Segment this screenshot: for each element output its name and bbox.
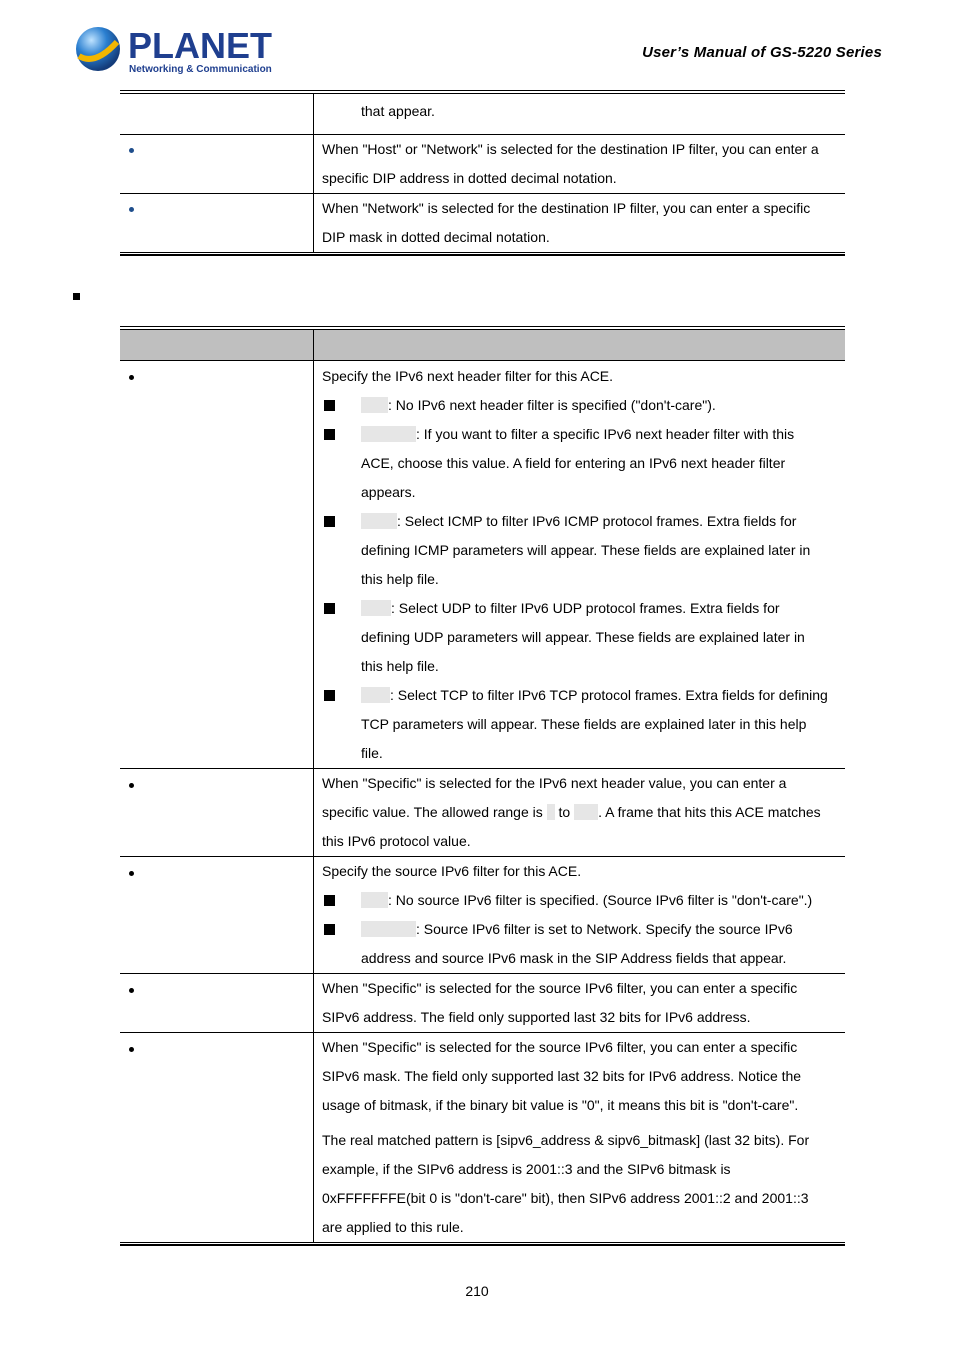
desc-cell: that appear. — [314, 94, 846, 135]
page-number: 210 — [465, 1283, 489, 1299]
square-bullet-icon — [324, 603, 335, 614]
manual-title: User’s Manual of GS-5220 Series — [642, 44, 882, 61]
square-bullet-icon — [324, 400, 335, 411]
bullet-icon — [129, 207, 134, 212]
bullet-icon — [129, 1047, 134, 1052]
value-chip — [574, 804, 598, 820]
bullet-icon — [129, 988, 134, 993]
svg-text:PLANET: PLANET — [128, 25, 272, 66]
sip-filter-desc: Specify the source IPv6 filter for this ACE. : No source IPv6 filter is specified. (Source IPv6 filter is "don't-care".) : Source IPv6 filter is set to Network. Specify the source IPv6 address and source IPv6 mask in the SIP Address fields that appear. — [314, 857, 846, 974]
dip-address-param — [120, 135, 314, 194]
square-bullet-icon — [324, 895, 335, 906]
bullet-icon — [129, 783, 134, 788]
bullet-icon — [129, 375, 134, 380]
sip-bitmask-param — [120, 1033, 314, 1243]
next-header-desc: Specify the IPv6 next header filter for this ACE. : No IPv6 next header filter is specified ("don't-care"). : If you want to filter a specific IPv6 next header filter with this ACE, choose this value. A field for entering an IPv6 next header filter appears. : Select ICMP to filter IPv6 ICMP protocol frames. Extra fields for defining ICMP parameters will appear. These fields are explained later in this help file. : Select UDP to filter IPv6 UDP protocol frames. Extra fields for defining UDP parameters will appear. These fields are explained later in this help file. : Select TCP to filter IPv6 TCP protocol frames. Extra fields for defining TCP parameters will appear. These fields are explained later in this help file. — [314, 361, 846, 769]
value-chip — [361, 426, 416, 442]
sip-filter-param — [120, 857, 314, 974]
square-bullet-icon — [324, 924, 335, 935]
planet-logo — [73, 22, 273, 78]
table-header-row — [120, 330, 845, 361]
dip-mask-desc: When "Network" is selected for the destination IP filter, you can enter a specific DIP mask in dotted decimal notation. — [322, 200, 811, 245]
square-bullet-icon — [324, 516, 335, 527]
dip-mask-param — [120, 194, 314, 253]
next-header-value-param — [120, 769, 314, 857]
value-chip — [361, 600, 391, 616]
value-chip — [361, 513, 397, 529]
value-chip — [361, 921, 416, 937]
sip-bitmask-desc: When "Specific" is selected for the source IPv6 filter, you can enter a specific SIPv6 mask. The field only supported last 32 bits for IPv6 address. Notice the usage of bitmask, if the binary bit value is "0", it means this bit is "don't-care". The real matched pattern is [sipv6_address & sipv6_bitmask] (last 32 bits). For example, if the SIPv6 address is 2001::3 and the SIPv6 bitmask is 0xFFFFFFFE(bit 0 is "don't-care" bit), then SIPv6 address 2001::2 and 2001::3 are applied to this rule. — [322, 1039, 810, 1235]
sip-address-param — [120, 974, 314, 1033]
dip-table — [120, 90, 845, 256]
bullet-icon — [129, 148, 134, 153]
section-bullet-icon — [73, 293, 80, 300]
bullet-icon — [129, 871, 134, 876]
square-bullet-icon — [324, 690, 335, 701]
square-bullet-icon — [324, 429, 335, 440]
dip-address-desc: When "Host" or "Network" is selected for the destination IP filter, you can enter a specific DIP address in dotted decimal notation. — [314, 135, 846, 194]
ipv6-parameter-table — [120, 326, 845, 1246]
svg-text:Networking & Communication: Networking & Communication — [129, 64, 272, 75]
value-chip — [361, 892, 388, 908]
value-chip — [547, 804, 555, 820]
value-chip — [361, 687, 390, 703]
value-chip — [361, 397, 388, 413]
sip-address-desc: When "Specific" is selected for the source IPv6 filter, you can enter a specific SIPv6 address. The field only supported last 32 bits for IPv6 address. — [314, 974, 846, 1033]
next-header-param — [120, 361, 314, 769]
param-cell — [120, 94, 314, 135]
next-header-value-desc: When "Specific" is selected for the IPv6 next header value, you can enter a specific value. The allowed range is to . A frame that hits this ACE matches this IPv6 protocol value. — [314, 769, 846, 857]
